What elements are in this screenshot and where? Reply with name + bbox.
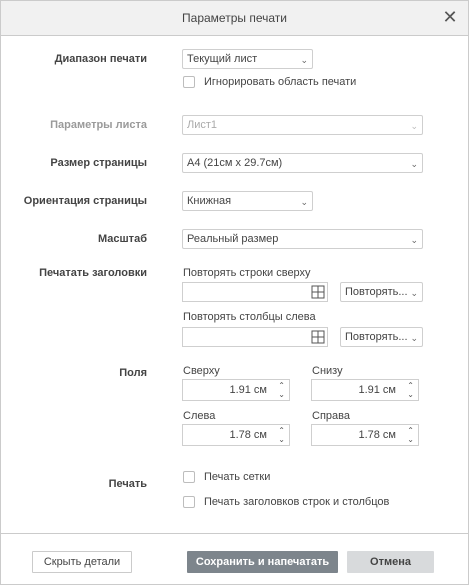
margin-left-value: 1.78 см xyxy=(229,429,267,441)
repeat-rows-combo-value: Повторять... xyxy=(345,286,408,298)
repeat-cols-select[interactable] xyxy=(340,327,423,347)
orientation-select[interactable] xyxy=(182,191,313,211)
scale-select[interactable] xyxy=(182,229,423,249)
chevron-down-icon: ⌄ xyxy=(410,235,418,245)
chevron-down-icon: ⌄ xyxy=(300,55,308,65)
margin-right-value: 1.78 см xyxy=(358,429,396,441)
margin-left-label: Слева xyxy=(183,410,216,422)
print-titles-label: Печатать заголовки xyxy=(39,267,147,279)
margin-left-spinner[interactable] xyxy=(182,424,290,446)
margin-bottom-value: 1.91 см xyxy=(358,384,396,396)
chevron-down-icon: ⌄ xyxy=(410,333,418,343)
page-size-label: Размер страницы xyxy=(50,157,147,169)
print-range-select[interactable] xyxy=(182,49,313,69)
print-gridlines-checkbox[interactable] xyxy=(183,471,195,483)
print-label: Печать xyxy=(108,478,147,490)
repeat-cols-label: Повторять столбцы слева xyxy=(183,311,316,323)
print-gridlines-label: Печать сетки xyxy=(204,471,271,483)
scale-label: Масштаб xyxy=(97,233,147,245)
chevron-down-icon: ⌄ xyxy=(410,159,418,169)
repeat-rows-select[interactable] xyxy=(340,282,423,302)
save-and-print-button[interactable]: Сохранить и напечатать xyxy=(187,551,338,573)
margin-right-label: Справа xyxy=(312,410,350,422)
footer-divider xyxy=(1,533,468,534)
sheet-params-select[interactable] xyxy=(182,115,423,135)
margin-top-value: 1.91 см xyxy=(229,384,267,396)
print-range-value: Текущий лист xyxy=(187,53,258,65)
orientation-label: Ориентация страницы xyxy=(23,195,147,207)
chevron-up-icon[interactable]: ⌃ xyxy=(278,426,285,435)
chevron-up-icon[interactable]: ⌃ xyxy=(407,381,414,390)
repeat-rows-label: Повторять строки сверху xyxy=(183,267,311,279)
margin-right-spinner[interactable] xyxy=(311,424,419,446)
chevron-down-icon: ⌄ xyxy=(410,121,418,131)
chevron-up-icon[interactable]: ⌃ xyxy=(407,426,414,435)
repeat-rows-input[interactable] xyxy=(182,282,328,302)
chevron-down-icon[interactable]: ⌄ xyxy=(407,435,414,444)
page-size-value: A4 (21см x 29.7см) xyxy=(187,157,283,169)
ignore-print-area-checkbox[interactable] xyxy=(183,76,195,88)
ignore-print-area-label: Игнорировать область печати xyxy=(204,76,357,88)
chevron-down-icon[interactable]: ⌄ xyxy=(278,390,285,399)
select-range-icon[interactable] xyxy=(311,330,325,344)
chevron-up-icon[interactable]: ⌃ xyxy=(278,381,285,390)
sheet-params-label: Параметры листа xyxy=(50,119,147,131)
margin-top-spinner[interactable] xyxy=(182,379,290,401)
repeat-cols-input[interactable] xyxy=(182,327,328,347)
orientation-value: Книжная xyxy=(187,195,232,207)
hide-details-button[interactable]: Скрыть детали xyxy=(32,551,132,573)
chevron-down-icon: ⌄ xyxy=(300,197,308,207)
cancel-button[interactable]: Отмена xyxy=(347,551,434,573)
sheet-params-value: Лист1 xyxy=(187,119,218,131)
dialog-title: Параметры печати xyxy=(182,11,287,25)
close-icon[interactable]: ✕ xyxy=(442,7,458,27)
margins-label: Поля xyxy=(119,367,147,379)
dialog-header xyxy=(1,1,468,36)
chevron-down-icon: ⌄ xyxy=(410,288,418,298)
chevron-down-icon[interactable]: ⌄ xyxy=(278,435,285,444)
scale-value: Реальный размер xyxy=(187,233,279,245)
chevron-down-icon[interactable]: ⌄ xyxy=(407,390,414,399)
select-range-icon[interactable] xyxy=(311,285,325,299)
print-headings-label: Печать заголовков строк и столбцов xyxy=(204,496,390,508)
repeat-cols-combo-value: Повторять... xyxy=(345,331,408,343)
margin-top-label: Сверху xyxy=(183,365,220,377)
print-range-label: Диапазон печати xyxy=(54,53,147,65)
margin-bottom-spinner[interactable] xyxy=(311,379,419,401)
page-size-select[interactable] xyxy=(182,153,423,173)
print-headings-checkbox[interactable] xyxy=(183,496,195,508)
margin-bottom-label: Снизу xyxy=(312,365,343,377)
